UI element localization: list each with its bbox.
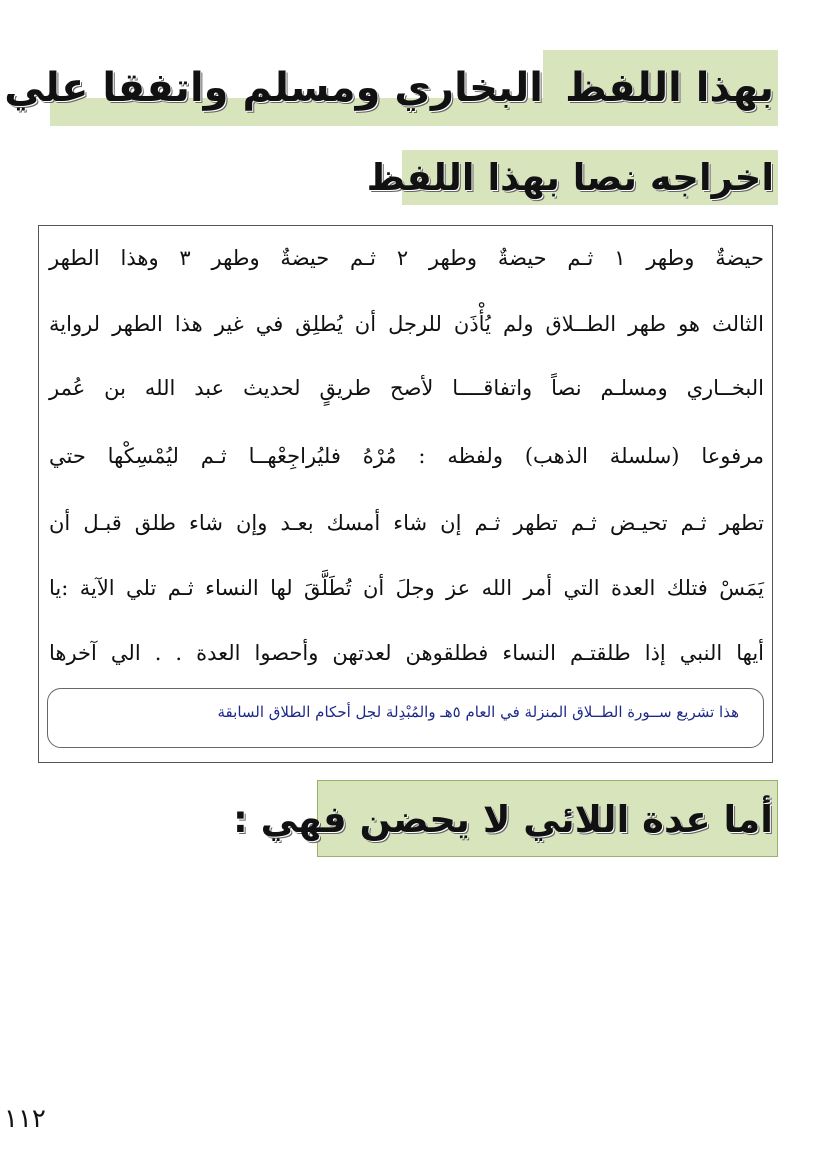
box-line: أيها النبي إذا طلقتـم النساء فطلقوهن لعدتهن وأحصوا العدة . . الي آخرها [49,641,764,665]
heading-line1-highlighted: بهذا اللفظ [543,50,778,126]
box-line: مرفوعا (سلسلة الذهب) ولفظه : مُرْهُ فليُراجِعْهــا ثـم ليُمْسِكْها حتي [49,444,764,468]
heading-line2: اخراجه نصا بهذا اللفظ [402,150,778,205]
footer-note: هذا تشريع ســورة الطــلاق المنزلة في العام ٥هـ والمُبْدِلة لجل أحكام الطلاق السابقة [217,703,739,721]
footer-note-box [47,688,764,748]
box-line: يَمَسْ فتلك العدة التي أمر الله عز وجلَ أن تُطَلَّقَ لها النساء ثـم تلي الآية :يا [49,576,764,600]
heading-line1-rest: البخاري ومسلم واتفقا علي [4,65,543,111]
box-line: البخــاري ومسلـم نصاً واتفاقــــا لأصح طريقٍ لحديث عبد الله بن عُمر [49,376,764,400]
text-box [38,225,773,763]
box-line: تطهر ثـم تحيـض ثـم تطهر ثـم إن شاء أمسك بعـد وإن شاء طلق قبـل أن [49,511,764,535]
page-number: ١١٢ [4,1104,46,1134]
box-line: الثالث هو طهر الطــلاق ولم يُأْذَن للرجل أن يُطلِق في غير هذا الطهر لرواية [49,312,764,336]
subheading: أما عدة اللائي لا يحضن فهي : [317,780,778,857]
box-line: حيضةٌ وطهر ١ ثـم حيضةٌ وطهر ٢ ثـم حيضةٌ وطهر ٣ وهذا الطهر [49,246,765,270]
